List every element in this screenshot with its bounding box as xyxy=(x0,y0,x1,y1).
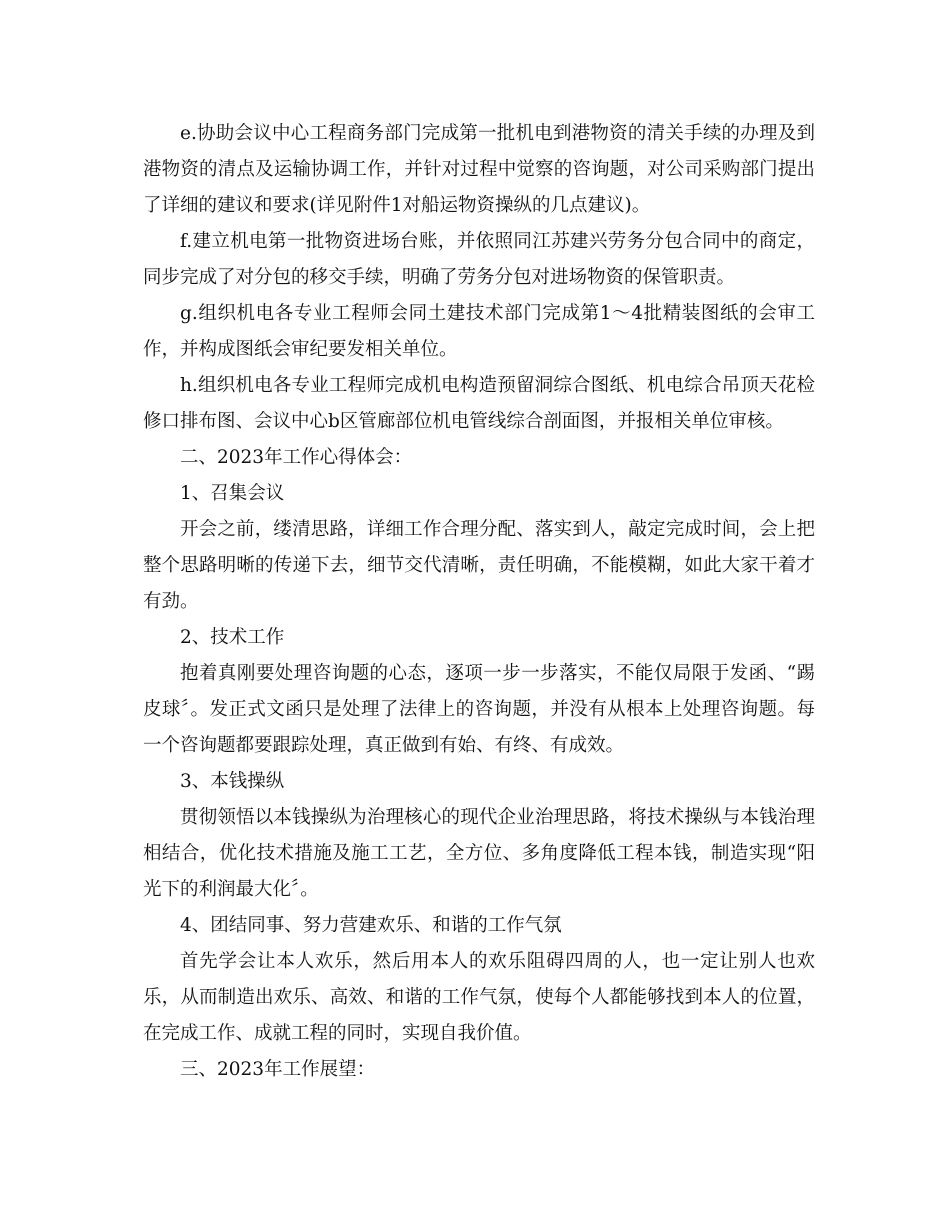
paragraph-g-drawing-review: g.组织机电各专业工程师会同土建技术部门完成第1～4批精装图纸的会审工作，并构成图纸会审纪要发相关单位。 xyxy=(143,303,815,360)
paragraph-f-materials-ledger: f.建立机电第一批物资进场台账，并依照同江苏建兴劳务分包合同中的商定，同步完成了对分包的移交手续，明确了劳务分包对进场物资的保管职责。 xyxy=(143,231,815,288)
paragraph-e-customs-clearance: e.协助会议中心工程商务部门完成第一批机电到港物资的清关手续的办理及到港物资的清点及运输协调工作，并针对过程中觉察的咨询题，对公司采购部门提出了详细的建议和要求(详见附件1对船运物资操纵的几点建议)。 xyxy=(143,123,815,216)
document-body xyxy=(143,116,815,1088)
paragraph-cost-control: 贯彻领悟以本钱操纵为治理核心的现代企业治理思路，将技术操纵与本钱治理相结合，优化技术措施及施工工艺，全方位、多角度降低工程本钱，制造实现“阳光下的利润最大化〞。 xyxy=(143,807,815,900)
paragraph-technical-work: 抱着真刚要处理咨询题的心态，逐项一步一步落实，不能仅局限于发函、“踢皮球〞。发正式文函只是处理了法律上的咨询题，并没有从根本上处理咨询题。每一个咨询题都要跟踪处理，真正做到有始、有终、有成效。 xyxy=(143,663,815,756)
subheading-cost-control: 3、本钱操纵 xyxy=(180,771,285,792)
subheading-teamwork: 4、团结同事、努力营建欢乐、和谐的工作气氛 xyxy=(180,915,562,936)
paragraph-h-composite-drawings: h.组织机电各专业工程师完成机电构造预留洞综合图纸、机电综合吊顶天花检修口排布图、会议中心b区管廊部位机电管线综合剖面图，并报相关单位审核。 xyxy=(143,375,815,432)
subheading-meetings: 1、召集会议 xyxy=(180,483,285,504)
subheading-technical-work: 2、技术工作 xyxy=(180,627,285,648)
section-heading-outlook: 三、2023年工作展望： xyxy=(180,1059,376,1080)
paragraph-teamwork: 首先学会让本人欢乐，然后用本人的欢乐阻碍四周的人，也一定让别人也欢乐，从而制造出欢乐、高效、和谐的工作气氛，使每个人都能够找到本人的位置，在完成工作、成就工程的同时，实现自我价值。 xyxy=(143,951,815,1044)
section-heading-experience: 二、2023年工作心得体会： xyxy=(180,447,413,468)
paragraph-meetings: 开会之前，缕清思路，详细工作合理分配、落实到人，敲定完成时间，会上把整个思路明晰的传递下去，细节交代清晰，责任明确，不能模糊，如此大家干着才有劲。 xyxy=(143,519,815,612)
